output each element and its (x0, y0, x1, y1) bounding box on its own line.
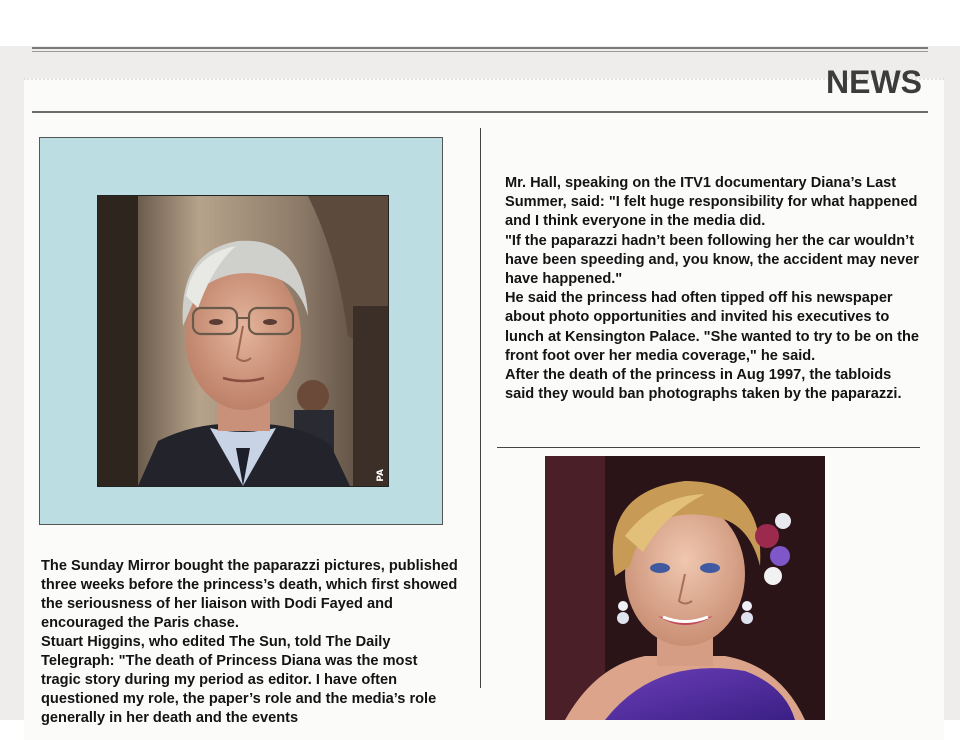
article-paragraph: He said the princess had often tipped off his newspaper about photo opportunities and invited his executives to lunch at Kensington Palace. "She wanted to try to be on the front foot over her media coverage," he said. (505, 290, 919, 364)
article-paragraph: Mr. Hall, speaking on the ITV1 documentary Diana’s Last Summer, said: "I felt huge responsibility for what happened and I think everyone in the media did. (505, 175, 918, 230)
article-paragraph: Stuart Higgins, who edited The Sun, told The Daily Telegraph: "The death of Princess Diana was the most tragic story during my period as editor. I have often questioned my role, the paper’s role and the media’s role generally in her death and the events (41, 634, 437, 726)
princess-illustration (545, 456, 825, 720)
portrait-illustration (98, 196, 388, 486)
right-column-article (505, 174, 923, 404)
column-divider (480, 128, 481, 688)
portrait-photo-man (97, 195, 389, 487)
portrait-photo-princess (545, 456, 825, 720)
top-band (0, 0, 960, 46)
top-rule-thin (32, 51, 928, 52)
article-paragraph: "If the paparazzi hadn’t been following her the car wouldn’t have been speeding and, you know, the accident may never have happened." (505, 232, 919, 288)
photo-panel (39, 137, 443, 525)
right-column-rule (497, 447, 920, 448)
photo-credit: PA (376, 469, 386, 482)
left-column-article (41, 557, 461, 728)
article-paragraph: The Sunday Mirror bought the paparazzi pictures, published three weeks before the princess’s death, which first showed the seriousness of her liaison with Dodi Fayed and encouraged the Paris chase. (41, 558, 458, 631)
header-rule (32, 111, 928, 113)
top-rule (32, 47, 928, 49)
masthead-title: NEWS (826, 64, 922, 100)
article-paragraph: After the death of the princess in Aug 1997, the tabloids said they would ban photographs taken by the paparazzi. (505, 367, 902, 403)
